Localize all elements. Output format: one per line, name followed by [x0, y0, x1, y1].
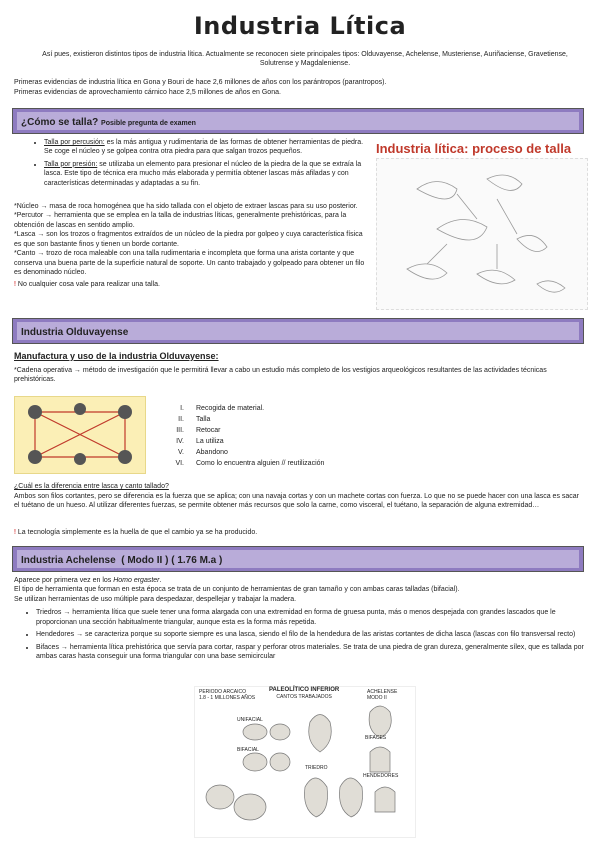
- section-title: Industria Achelense: [21, 555, 116, 566]
- def-percutor: *Percutor → herramienta que se emplea en la talla de industrias líticas, generalmente prehistóricas, para la obtención de lascas en sentido amplio.: [14, 212, 347, 229]
- evidence-line-1: Primeras evidencias de industria lítica en Gona y Bouri de hace 2,6 millones de años con los parántropos (parantropos).: [14, 79, 387, 86]
- note: ! No cualquier cosa vale para realizar una talla.: [14, 280, 160, 288]
- steps-list: [160, 404, 324, 470]
- list-item: VI. Como lo encuentra alguien // reutilización: [175, 460, 325, 467]
- lead-line: Aparece por primera vez en los Homo ergaster.: [14, 577, 162, 584]
- list-item: III. Retocar: [176, 427, 221, 434]
- list-item: I. Recogida de material.: [180, 405, 265, 412]
- def-canto: *Canto → trozo de roca maleable con una talla rudimentaria e incompleta que forma una arista cortante y que conserva una buena parte de la superficie natural de soporte. Un canto trabajado y golpeado para obtener un filo es denominado núcleo.: [14, 250, 365, 277]
- talla-process-diagram: [376, 158, 588, 310]
- page-title: Industria Lítica: [193, 12, 407, 40]
- evidence-line-2: Primeras evidencias de aprovechamiento cárnico hace 2,5 millones de años en Gona.: [14, 89, 281, 96]
- intro-paragraph: Así pues, existieron distintos tipos de industria lítica. Actualmente se reconocen siete principales tipos: Olduvayense, Achelense, Musteriense, Auriñaciense, Gravetiense, Solutrense y Magdaleniense.: [42, 51, 568, 68]
- list-item: • Talla por presión: se utilizaba un elemento para presionar el núcleo de la piedra de la que se extraía la lasca. Este tipo de técnica era mucho más elaborada y permitía obtener lascas más afiladas y con características determinadas y adaptadas a su fin.: [44, 160, 366, 188]
- list-item: • Talla por percusión: es la más antigua y rudimentaria de las formas de obtener herramientas de piedra. Se coge el núcleo y se golpea contra otra piedra para que salgan trozos pequeños.: [44, 138, 366, 157]
- section-subtitle: Posible pregunta de examen: [101, 120, 196, 127]
- achelense-bullet-list: [14, 608, 586, 661]
- achelense-tools-figure: PERIODO ARCAICO 1.8 - 1 MILLONES AÑOS PALEOLÍTICO INFERIOR CANTOS TRABAJADOS ACHELENSE MODO II UNIFACIAL BIFACIAL TRIEDRO BIFACES HENDEDORES: [194, 686, 416, 838]
- def-lasca: *Lasca → son los trozos o fragmentos extraídos de un núcleo de la piedra por golpeo y cuya característica física es que son bastante finos y tienen un borde cortante.: [14, 231, 363, 248]
- section-bar-como-se-talla: [12, 108, 584, 134]
- section-title: Industria Olduvayense: [21, 327, 129, 338]
- talla-diagram-icon: [377, 159, 587, 309]
- section-title: ¿Cómo se talla?: [21, 117, 99, 128]
- section-bar-achelense: [12, 546, 584, 572]
- talla-bullet-list: [30, 138, 366, 191]
- stone-tools-icon: [195, 687, 415, 837]
- answer-paragraph: Ambos son filos cortantes, pero se diferencia es la fuerza que se aplica; con una navaja cortas y con un machete cortas con fuerza. Lo que no se puede hacer con una lasca es sacar el tuétano de un hueso. Al utilizar diferentes fuerzas, se permite obtener más recursos que solo la carne, como visceral, el tuétano, la separación de alguna extremidad…: [14, 493, 580, 510]
- cadena-operativa-text: *Cadena operativa → método de investigación que le permitirá llevar a cabo un estudio más completo de los vestigios arqueológicos resultantes de las actividades técnicas prehistóricas.: [14, 367, 547, 384]
- question: ¿Cuál es la diferencia entre lasca y canto tallado?: [14, 483, 169, 490]
- definitions-block: [14, 202, 370, 289]
- cadena-operativa-diagram: [14, 396, 146, 474]
- section-subheading: Manufactura y uso de la industria Olduvayense:: [14, 351, 219, 361]
- list-item: IV. La utiliza: [176, 438, 224, 445]
- image-title: Industria lítica: proceso de talla: [376, 141, 572, 156]
- list-item: • Hendedores → se caracteriza porque su soporte siempre es una lasca, siendo el filo de la hendedura de las aristas cortantes de dicha lasca (lascas con filo transversal recto): [36, 630, 586, 639]
- cycle-arrows-icon: [15, 397, 145, 473]
- note: ! La tecnología simplemente es la huella de que el cambio ya se ha producido.: [14, 529, 258, 536]
- section-bar-olduvayense: [12, 318, 584, 344]
- list-item: V. Abandono: [178, 449, 228, 456]
- list-item: • Bifaces → herramienta lítica prehistórica que servía para cortar, raspar y perforar otros materiales. Se trata de una piedra de gran dureza, generalmente sílex, que es tallada por ambas caras hasta conseguir una forma triangular con una base semicircular: [36, 643, 586, 662]
- achelense-text: Aparece por primera vez en los Homo ergaster. El tipo de herramienta que forman en esta época se trata de un conjunto de herramientas de gran tamaño y con ambas caras talladas (bifacial). Se utilizan herramientas de uso múltiple para despedazar, despellejar y trabajar la madera. • Triedros → herramienta lítica que suele tener una forma alargada con una extremidad en forma de gruesa punta, más o menos despejada con grandes lascados que le proporcionan una sección habitualmente triangular, aunque esta es la forma más repetida. • Hendedores → se caracteriza porque su soporte siempre es una lasca, siendo el filo de la hendedura de las aristas cortantes de dicha lasca (lascas con filo transversal recto) • Bifaces → herramienta lítica prehistórica que servía para cortar, raspar y perforar otros materiales. Se trata de una piedra de gran dureza, generalmente sílex, que es tallada por ambas caras hasta conseguir una forma triangular con una base semicircular: [14, 576, 586, 665]
- def-nucleo: *Núcleo → masa de roca homogénea que ha sido tallada con el objeto de extraer lascas para su uso posterior.: [14, 203, 358, 210]
- section-subtitle: ( Modo II ) ( 1.76 M.a ): [121, 555, 223, 566]
- list-item: II. Talla: [178, 416, 211, 423]
- list-item: • Triedros → herramienta lítica que suele tener una forma alargada con una extremidad en forma de gruesa punta, más o menos despejada con grandes lascados que le proporcionan una sección habitualmente triangular, aunque esta es la forma más repetida.: [36, 608, 586, 627]
